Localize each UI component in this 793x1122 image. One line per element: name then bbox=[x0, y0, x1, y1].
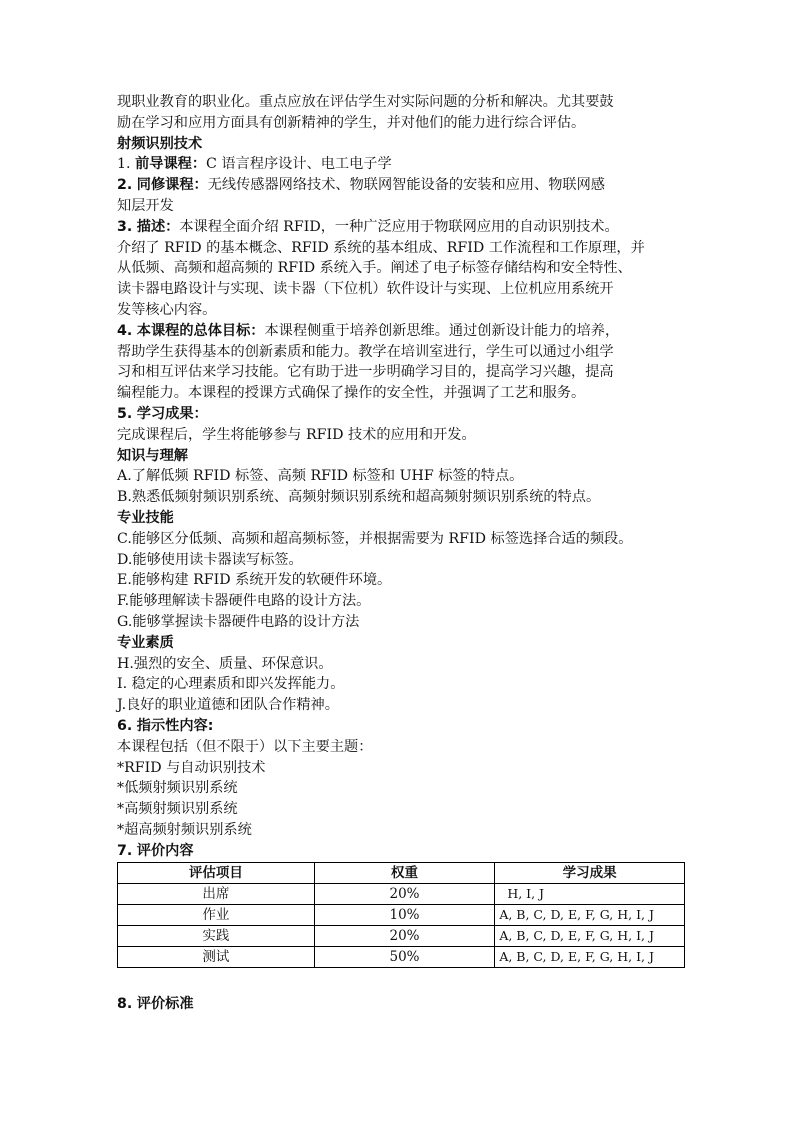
description-text: 从低频、高频和超高频的 RFID 系统入手。阐述了电子标签存储结构和安全特性、 bbox=[117, 260, 632, 277]
outcome-item: C.能够区分低频、高频和超高频标签，并根据需要为 RFID 标签选择合适的频段。 bbox=[117, 530, 633, 547]
table-header: 评估项目 bbox=[118, 863, 315, 884]
outcome-item: A.了解低频 RFID 标签、高频 RFID 标签和 UHF 标签的特点。 bbox=[117, 468, 524, 485]
section-number: 5. bbox=[117, 405, 133, 422]
prerequisite-text: C 语言程序设计、电工电子学 bbox=[206, 156, 392, 173]
table-cell: A, B, C, D, E, F, G, H, I, J bbox=[495, 947, 685, 968]
outcome-item: G.能够掌握读卡器硬件电路的设计方法 bbox=[117, 613, 360, 630]
table-header-row bbox=[118, 863, 685, 884]
intro-line: 励在学习和应用方面具有创新精神的学生，并对他们的能力进行综合评估。 bbox=[117, 114, 586, 131]
section-number: 4. bbox=[117, 322, 133, 339]
section-number: 3. bbox=[117, 218, 133, 235]
table-cell: 出席 bbox=[118, 884, 315, 905]
document-content bbox=[117, 92, 687, 1015]
table-cell: 实践 bbox=[118, 926, 315, 947]
outcome-item: F.能够理解读卡器硬件电路的设计方法。 bbox=[117, 593, 371, 610]
outcome-item: B.熟悉低频射频识别系统、高频射频识别系统和超高频射频识别系统的特点。 bbox=[117, 489, 601, 506]
goal-text: 帮助学生获得基本的创新素质和能力。教学在培训室进行，学生可以通过小组学 bbox=[117, 343, 614, 360]
outcome-item: H.强烈的安全、质量、环保意识。 bbox=[117, 655, 333, 672]
section-label: 学习成果： bbox=[136, 405, 208, 422]
table-cell: 测试 bbox=[118, 947, 315, 968]
outcomes-text: 完成课程后，学生将能够参与 RFID 技术的应用和开发。 bbox=[117, 426, 476, 443]
content-intro: 本课程包括（但不限于）以下主要主题： bbox=[117, 738, 373, 755]
section-number: 1. bbox=[117, 156, 131, 173]
topic-item: *低频射频识别系统 bbox=[117, 780, 238, 797]
description-text: 发等核心内容。 bbox=[117, 301, 217, 318]
criteria-heading bbox=[117, 994, 687, 1015]
table-cell: 作业 bbox=[118, 905, 315, 926]
table-cell: 20% bbox=[314, 884, 495, 905]
outcome-item: J.良好的职业道德和团队合作精神。 bbox=[117, 697, 339, 714]
section-label: 指示性内容: bbox=[136, 717, 214, 734]
table-row bbox=[118, 884, 685, 905]
section-number: 2. bbox=[117, 177, 133, 194]
table-cell: 50% bbox=[314, 947, 495, 968]
assessment-table bbox=[117, 862, 685, 968]
skills-heading: 专业技能 bbox=[117, 509, 174, 526]
section-number: 8. bbox=[117, 996, 133, 1013]
description-text: 本课程全面介绍 RFID，一种广泛应用于物联网应用的自动识别技术。 bbox=[179, 218, 619, 235]
corequisite-line bbox=[117, 175, 687, 196]
table-header: 学习成果 bbox=[495, 863, 685, 884]
table-cell: A, B, C, D, E, F, G, H, I, J bbox=[495, 926, 685, 947]
section-number: 6. bbox=[117, 717, 133, 734]
topic-item: *高频射频识别系统 bbox=[117, 801, 238, 818]
section-label: 描述： bbox=[136, 218, 180, 235]
outcomes-heading bbox=[117, 404, 687, 425]
description-line bbox=[117, 217, 687, 238]
table-row bbox=[118, 947, 685, 968]
goal-text: 编程能力。本课程的授课方式确保了操作的安全性，并强调了工艺和服务。 bbox=[117, 385, 586, 402]
outcome-item: D.能够使用读卡器读写标签。 bbox=[117, 551, 303, 568]
section-label: 前导课程： bbox=[135, 156, 207, 173]
outcome-item: E.能够构建 RFID 系统开发的软硬件环境。 bbox=[117, 572, 392, 589]
description-text: 介绍了 RFID 的基本概念、RFID 系统的基本组成、RFID 工作流程和工作原理，并 bbox=[117, 239, 645, 256]
table-cell: H, I, J bbox=[495, 884, 685, 905]
table-cell: 20% bbox=[314, 926, 495, 947]
course-title: 射频识别技术 bbox=[117, 135, 203, 152]
section-label: 本课程的总体目标： bbox=[136, 322, 265, 339]
description-text: 读卡器电路设计与实现、读卡器（下位机）软件设计与实现、上位机应用系统开 bbox=[117, 281, 614, 298]
knowledge-heading: 知识与理解 bbox=[117, 447, 188, 464]
quality-heading: 专业素质 bbox=[117, 634, 174, 651]
table-row bbox=[118, 926, 685, 947]
goal-line bbox=[117, 321, 687, 342]
goal-text: 习和相互评估来学习技能。它有助于进一步明确学习目的，提高学习兴趣，提高 bbox=[117, 364, 614, 381]
section-label: 同修课程： bbox=[136, 177, 208, 194]
table-cell: A, B, C, D, E, F, G, H, I, J bbox=[495, 905, 685, 926]
corequisite-text: 无线传感器网络技术、物联网智能设备的安装和应用、物联网感 bbox=[207, 177, 605, 194]
goal-text: 本课程侧重于培养创新思维。通过创新设计能力的培养， bbox=[264, 322, 620, 339]
table-header: 权重 bbox=[314, 863, 495, 884]
spacer bbox=[117, 968, 687, 988]
section-label: 评价标准 bbox=[136, 996, 194, 1013]
assessment-heading bbox=[117, 841, 687, 862]
topic-item: *超高频射频识别系统 bbox=[117, 821, 252, 838]
section-label: 评价内容 bbox=[136, 842, 194, 859]
intro-line: 现职业教育的职业化。重点应放在评估学生对实际问题的分析和解决。尤其要鼓 bbox=[117, 94, 614, 110]
prerequisite-line bbox=[117, 154, 687, 175]
content-heading bbox=[117, 716, 687, 737]
corequisite-text-cont: 知层开发 bbox=[117, 197, 174, 214]
table-cell: 10% bbox=[314, 905, 495, 926]
table-row bbox=[118, 905, 685, 926]
section-number: 7. bbox=[117, 842, 133, 859]
topic-item: *RFID 与自动识别技术 bbox=[117, 759, 266, 776]
outcome-item: I. 稳定的心理素质和即兴发挥能力。 bbox=[117, 676, 345, 693]
